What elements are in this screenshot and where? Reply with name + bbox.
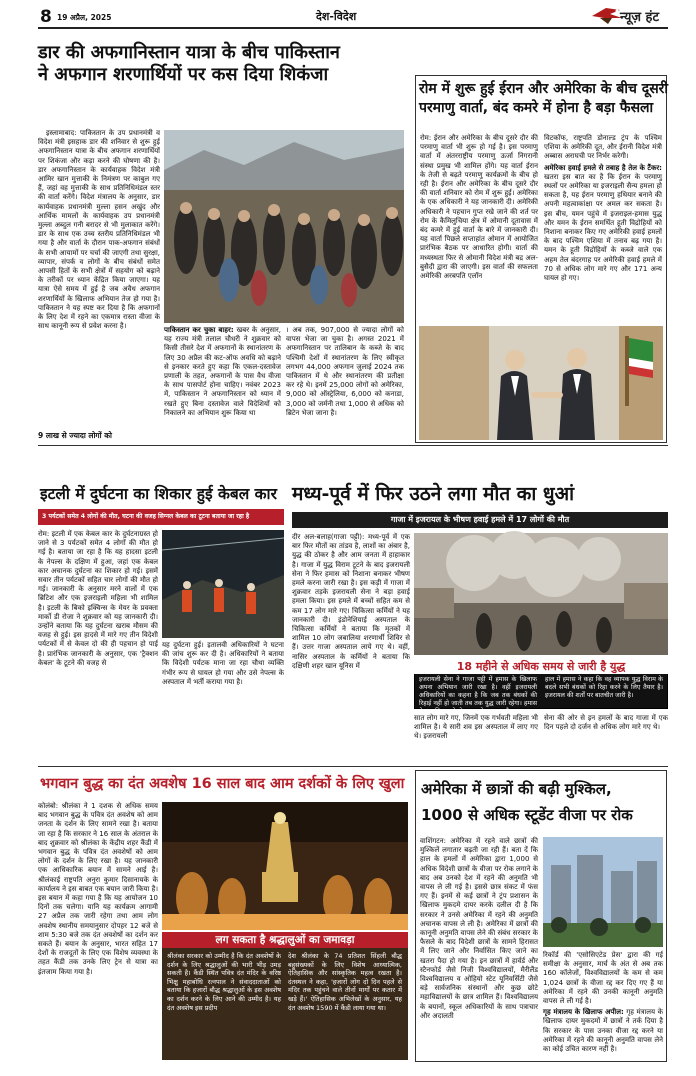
- iran-talks-photo: [419, 326, 663, 440]
- buddha-relic-photo: [162, 802, 408, 930]
- gaza-box-title: 18 महीने से अधिक समय से जारी है युद्ध: [456, 660, 626, 673]
- pak-subhead: 9 लाख से ज्यादा लोगों को: [38, 431, 112, 440]
- buddha-box-col-1: श्रीलंका सरकार को उम्मीद है कि दंत अवशेषों के दर्शन के लिए श्रद्धालुओं की भारी भीड़ उमड़ सकती है। कैंडी स्थित पवित्र दंत मंदिर के वरिष्ठ भिक्षु महाबोधि रत्नपाल ने संवाददाताओं को बताया कि हजारों बौद्ध श्रद्धालुओं के इस अवशेष का दर्शन करने के लिए आने की उम्मीद है। यह दंत अवशेष इस प्रदीप: [167, 952, 281, 1012]
- pak-headline-line-2: ने अफगान शरणार्थियों पर कस दिया शिकंजा: [38, 64, 329, 85]
- gaza-column-1: [292, 533, 410, 763]
- italy-body-2: यह दुर्घटना हुई। इतालवी अधिकारियों ने घटना की जांच शुरू कर दी है। अधिकारियों ने बताया कि विदेशी पर्यटक माना जा रहा चौथा व्यक्ति गंभीर रूप से घायल हो गया और उसे नेपल्स के अस्पताल में भर्ती कराया गया है।: [162, 641, 284, 686]
- iran-headline-line-1: रोम में शुरू हुई ईरान और अमेरिका के बीच दूसरी: [419, 81, 669, 97]
- buddha-headline: भगवान बुद्ध का दंत अवशेष 16 साल बाद आम दर्शकों के लिए खुला: [40, 776, 405, 792]
- gaza-body-2: सात लोग मारे गए, जिनमें एक गर्भवती महिला भी शामिल है। ये सारी शव इस अस्पताल में लाए गए थे। इजरायली: [414, 714, 538, 741]
- gaza-airstrike-photo: [414, 533, 668, 655]
- pak-column-3: [286, 326, 404, 441]
- pak-headline-line-1: डार की अफगानिस्तान यात्रा के बीच पाकिस्तान: [38, 42, 340, 63]
- gaza-war-box: [414, 659, 668, 715]
- gaza-body-3: सेना की ओर से इन हमलों के बाद गाजा में एक दिन पहले दो दर्जन से अधिक लोग मारे गए थे।: [544, 714, 668, 732]
- pak-column-1: [38, 129, 160, 429]
- gaza-body-1: दीर अल-बलाह(गाजा पट्टी): मध्य-पूर्व में एक बार फिर मौतों का तांडव है, लाशों का अंबार है, युद्ध की ठोकर है और आम जनता में हाहाकार है। गाजा में युद्ध विराम टूटने के बाद इजरायली सेना ने फिर हमास को निशाना बनाकर भीषण हमले करना जारी रखा है। इस कड़ी में गाजा में शुक्रवार तड़के इजरायली सेना ने बड़ा हवाई हमला किया। इस हमले में बच्चों सहित कम से कम 17 लोग मारे गए। चिकित्सा कर्मियों ने यह जानकारी दी। इंडोनेशियाई अस्पताल के चिकित्सा कर्मियों ने बताया कि मृतकों में शामिल 10 लोग जबालिया शरणार्थी शिविर से हैं। उत्तर गाजा अस्पताल लाये गए थे। वहीं, नासिर अस्पताल के कर्मियों ने बताया कि दक्षिणी शहर खान यूनिस में: [292, 533, 410, 670]
- gaza-column-2: [414, 714, 538, 760]
- italy-subhead-bar: [38, 509, 284, 525]
- italy-column-1: [38, 530, 158, 760]
- section-name: देश-विदेश: [316, 10, 357, 23]
- usa-subhead: गृह मंत्रालय के खिलाफ अपील:: [543, 1008, 624, 1017]
- iran-column-2: [544, 134, 662, 318]
- italy-body-1: रोम: इटली में एक केबल कार के दुर्घटनाग्रस्त हो जाने से 3 पर्यटकों समेत 4 लोगों की मौत हो गई है। बताया जा रहा है कि यह हादसा इटली के नेपल्स के दक्षिण में हुआ, जहां एक केबल कार अचानक दुर्घटना का शिकार हो गई। इसमें सवार तीन पर्यटकों सहित चार लोगों की मौत हो गई। जानकारी के अनुसार मरने वालों में एक ब्रिटिश और एक इजराइली महिला भी शामिल है। इटली के बिको इक्विन्स के मेयर के प्रवक्ता मार्को डी रोजा ने शुक्रवार को यह जानकारी दी। उन्होंने बताया कि यह दुर्घटना खराब मौसम की वजह से हुई। इस हादसे में मारे गए तीन विदेशी पर्यटकों में से केवल दो की ही पहचान हो पाई है। प्रारंभिक जानकारी के अनुसार, एक 'ट्रैक्शन केबल' के टूटने की वजह से: [38, 530, 158, 667]
- pak-column-2: [164, 326, 281, 441]
- iran-subhead: अमेरिका हवाई हमले से तबाह है तेल के टैंकर:: [544, 163, 662, 172]
- pak-body-1: इस्लामाबाद: पाकिस्तान के उप प्रधानमंत्री व विदेश मंत्री इसहाक डार की शनिवार से शुरू हुई अफगानिस्तान यात्रा के बीच अफगान शरणार्थियों पर शिकंजा और कड़ा करने की घोषणा की है। डार अफगानिस्तान के कार्यवाहक विदेश मंत्री आमिर खान मुत्ताकी के निमंत्रण पर काबुल गए हैं, जहां वह मुत्ताकी के साथ प्रतिनिधिमंडल स्तर की वार्ता करेंगे। विदेश मंत्रालय के अनुसार, डार कार्यवाहक प्रधानमंत्री मुल्ला हसन अखुंद और आर्थिक मामलों के कार्यवाहक उप प्रधानमंत्री मुल्ला अब्दुल गनी बरादर से भी मुलाकात करेंगे। डार के साथ एक उच्च स्तरीय प्रतिनिधिमंडल भी गया है और वार्ता के दौरान पाक-अफगान संबंधों के सभी आयामों पर चर्चा की जाएगी तथा सुरक्षा, व्यापार, संपर्क व लोगों के बीच संबंधों समेत आपसी हितों के सभी क्षेत्रों में सहयोग को बढ़ाने के तरीकों पर ध्यान केंद्रित किया जाएगा। यह यात्रा ऐसे समय में हुई है जब अवैध अफगान शरणार्थियों के खिलाफ अभियान तेज हो गया है। पाकिस्तान ने यह स्पष्ट कर दिया है कि अफगानों के लिए देश में रहने का एकमात्र रास्ता वीजा के साथ कानूनी रूप से प्रवेश करना है।: [38, 129, 160, 331]
- usa-body-2: रिकॉर्ड की 'एसोसिएटेड प्रेस' द्वारा की गई समीक्षा के अनुसार, मार्च के अंत से अब तक 160 कॉलेजों, विश्वविद्यालयों के कम से कम 1,024 छात्रों के वीजा रद्द कर दिए गए हैं या अमेरिका में रहने की उनकी कानूनी अनुमति वापस ले ली गई है।: [543, 951, 663, 1006]
- iran-story-box: [415, 75, 667, 443]
- iran-body-2: विटकॉफ, राष्ट्रपति डोनाल्ड ट्रंप के पश्चिम एशिया के अमेरिकी दूत, और ईरानी विदेश मंत्री अब्बास अराघची पर निर्भर करेगी।: [544, 134, 662, 161]
- usa-column-2: [543, 951, 663, 1057]
- buddha-box-title: लग सकता है श्रद्धालुओं का जमावड़ा: [215, 934, 355, 946]
- gaza-box-col-1: इजरायली सेना ने गाजा पट्टी में हमास के खिलाफ अपना अभियान जारी रखा है। वहीं इजरायली अधिकारियों का कहना है कि जब तक बंधकों की रिहाई नहीं हो जाती तब तक युद्ध जारी रहेगा। हमास ने युद्ध विराम तोड़ने का आरोप लगाया है।: [419, 676, 537, 715]
- italy-column-2: [162, 641, 284, 759]
- gaza-subhead: गाजा में इजरायल के भीषण हवाई हमले में 17 लोगों की मौत: [390, 515, 570, 524]
- issue-date: 19 अप्रैल, 2025: [57, 13, 112, 22]
- iran-body-3: खतरा इस बात का है कि ईरान के परमाणु स्थलों पर अमेरिका या इजराइली सैन्य हमला हो सकता है, यह ईरान परमाणु हथियार बनाने की अपनी महत्वाकांक्षा पर अमल कर सकता है। इस बीच, यमन पहुंचे में इजराइल-हमास युद्ध और यमन के ईरान समर्थित हूती विद्रोहियों को निशाना बनाकर किए गए अमेरिकी हवाई हमलों के बाद पश्चिम एशिया में तनाव बढ़ गया है। यमन के हूती विद्रोहियों के कब्जे वाले एक अहम तेल बंदरगाह पर अमेरिकी हवाई हमले में 70 से अधिक लोग मारे गए और 171 अन्य घायल हो गए।: [544, 172, 662, 283]
- pak-caption-lead: पाकिस्तान कर चुका बाहर:: [164, 326, 234, 334]
- iran-column-1: [420, 134, 538, 304]
- usa-story-box: [415, 770, 667, 1062]
- italy-subhead: 3 पर्यटकों समेत 4 लोगों की मौत, घटना की वजह सिग्नल केबल का टूटना बताया जा रहा है: [42, 513, 250, 520]
- brand-name: न्यूज़ हंट: [620, 10, 660, 25]
- pak-body-2: खबर के अनुसार, यह राज्य मंत्री तलाल चौधरी ने शुक्रवार को किसी तीसरे देश में अफगानों के स्थानांतरण के लिए 30 अप्रैल की कट-ऑफ अवधि को बढ़ाने से इनकार करते हुए कहा कि एकल-दस्तावेज प्रणाली के तहत, अफगानों के पास वैध वीजा के साथ पासपोर्ट होना चाहिए। नवंबर 2023 में, पाकिस्तान ने अफगानिस्तान को ध्यान में रखते हुए बिना दस्तावेज वाले विदेशियों को निकालने का अभियान शुरू किया था: [164, 326, 282, 417]
- iran-body-1: रोम: ईरान और अमेरिका के बीच दूसरे दौर की परमाणु वार्ता भी शुरू हो गई है। इस परमाणु वार्ता में अंतरराष्ट्रीय परमाणु ऊर्जा निगरानी संस्था प्रमुख भी शामिल होंगे। यह वार्ता ईरान के तेजी से बढ़ते परमाणु कार्यक्रमों के बीच हो रही है। ईरान और अमेरिका के बीच दूसरे दौर की वार्ता शनिवार को रोम में शुरू हुई। अमेरिका के एक अधिकारी ने यह जानकारी दी। अमेरिकी अधिकारी ने पहचान गुप्त रखे जाने की शर्त पर रोम के कैमिलुचिया क्षेत्र में ओमानी दूतावास में बंद कमरे में हुई वार्ता के बारे में जानकारी दी। यह वार्ता पिछले सप्ताहांत ओमान में आयोजित प्रारंभिक बैठक पर आधारित होगी। वार्ता की मध्यस्थता फिर से ओमानी विदेश मंत्री बद्र अल-बुसैदी द्वारा की जाएगी। इस वार्ता की सफलता अमेरिकी अरबपति एलॉन: [420, 134, 538, 281]
- usa-headline-line-2: 1000 से अधिक स्टूडेंट वीजा पर रोक: [421, 806, 633, 824]
- usa-body-3: गृह मंत्रालय के खिलाफ दायर मुकदमों में छात्रों ने तर्क दिया है कि सरकार के पास उनका वीजा रद्द करने या अमेरिका में रहने की कानूनी अनुमति वापस लेने का कोई उचित कारण नहीं है।: [543, 1008, 663, 1054]
- gaza-box-title-bar: [414, 659, 668, 674]
- buddha-box-title-bar: [162, 932, 408, 948]
- buddha-column-1: [38, 802, 158, 1060]
- brand-logo: [590, 0, 666, 30]
- gaza-headline: मध्य-पूर्व में फिर उठने लगा मौत का धुआं: [292, 483, 574, 505]
- italy-cablecar-photo: [162, 530, 284, 638]
- buddha-box-col-2: देश श्रीलंका के 74 प्रतिशत सिंहली बौद्ध बहुसंख्यकों के लिए विशेष आध्यात्मिक, ऐतिहासिक और सांस्कृतिक महत्व रखता है। दंतस्थल ने कहा, 'हजारों लोग दो दिन पहले से मंदिर तक पहुंचने वाले तीनों मार्गों पर कतार में खड़े हैं।' ऐतिहासिक अभिलेखों के अनुसार, यह दंत अवशेष 1590 में कैंडी लाया गया था।: [288, 952, 402, 1012]
- section-divider-2: [38, 766, 668, 767]
- iran-headline-line-2: परमाणु वार्ता, बंद कमरे में होना है बड़ा फैसला: [419, 100, 654, 116]
- masthead-rule: [38, 27, 668, 29]
- page-number: 8: [40, 7, 52, 27]
- usa-body-1: वाशिंगटन: अमेरिका में रहने वाले छात्रों की मुश्किलें लगातार बढ़ती जा रही हैं। बता दें कि हाल के हमलों में अमेरिका द्वारा 1,000 से अधिक विदेशी छात्रों के वीजा पर रोक लगाने के बाद अब उनको देश में रहने की अनुमति भी वापस ले ली गई है। इससे छात्र संकट में फंस गए हैं। इनमें से कई छात्रों ने ट्रंप प्रशासन के खिलाफ मुकदमे दायर करके दलील दी है कि सरकार ने उनसे अमेरिका में रहने की अनुमति अचानक वापस ले ली है। अमेरिका में छात्रों की कानूनी अनुमति वापस लेने की संबंध सरकार के फैसले के बाद विदेशी छात्रों के सामने हिरासत में लिए जाने और निर्वासित किए जाने का खतरा पैदा हो गया है। इन छात्रों में हार्वर्ड और स्टैनफोर्ड जैसे निजी विश्वविद्यालयों, मैरीलैंड विश्वविद्यालय व ओहियो स्टेट यूनिवर्सिटी जैसे बड़े सार्वजनिक संस्थानों और कुछ छोटे महाविद्यालयों के छात्र शामिल हैं। विश्वविद्यालय के बयानों, स्कूल अधिकारियों के साथ पत्राचार और अदालती: [420, 837, 538, 1020]
- buddha-body-1: कोलंबो: श्रीलंका ने 1 दशक से अधिक समय बाद भगवान बुद्ध के पवित्र दंत अवशेष को आम जनता के दर्शन के लिए सामने रखा है। बताया जा रहा है कि सरकार ने 16 साल के अंतराल के बाद शुक्रवार को श्रीलंका के केंद्रीय शहर कैंडी में भगवान बुद्ध के पवित्र दंत अवशेषों को आम लोगों के दर्शन के लिए रखा है। यह जानकारी एक आधिकारिक बयान में सामने आई है। श्रीलंकाई राष्ट्रपति अनुरा कुमार दिसानायके के कार्यालय ने इस बाबत एक बयान जारी किया है। इस बयान में कहा गया है कि यह आयोजन 10 दिनों तक चलेगा। यानि यह कार्यक्रम आगामी 27 अप्रैल तक जारी रहेगा तथा आम लोग अवशेष स्थानीय समयानुसार दोपहर 12 बजे से शाम 5:30 बजे तक दंत अवशेषों का दर्शन कर सकते हैं। बयान के अनुसार, भारत सहित 17 देशों के राजदूतों के लिए एक विशेष व्यवस्था के तहत कैंडी तक उनके लिए ट्रेन से यात्रा का इंतजाम किया गया है।: [38, 802, 158, 976]
- gaza-column-3: [544, 714, 668, 760]
- pak-body-3: । अब तक, 907,000 से ज्यादा लोगों को वापस भेजा जा चुका है। अगस्त 2021 में अफगानिस्तान पर तालिबान के कब्जे के बाद पश्चिमी देशों में स्थानांतरण के लिए स्वीकृत लगभग 44,000 अफगान जुलाई 2024 तक पाकिस्तान में थे और स्थानांतरण की प्रतीक्षा कर रहे थे। इनमें 25,000 लोगों को अमेरिका, 9,000 को ऑस्ट्रेलिया, 6,000 को कनाडा, 3,000 को जर्मनी तथा 1,000 से अधिक को ब्रिटेन भेजा जाना है।: [286, 326, 404, 417]
- gaza-box-col-2: हाल में हमास ने कहा कि वह व्यापक युद्ध विराम के बदले सभी बंधकों को रिहा करने के लिए तैयार है। इजरायल की शर्तों पर बातचीत जारी है।: [545, 676, 663, 699]
- usa-column-1: [420, 837, 538, 1057]
- pak-refugees-photo: [164, 130, 404, 323]
- buddha-crowd-box: [162, 932, 408, 1060]
- gaza-subhead-bar: [292, 512, 668, 528]
- italy-headline: इटली में दुर्घटना का शिकार हुई केबल कार: [40, 485, 277, 503]
- section-divider-1: [38, 445, 668, 446]
- usa-campus-photo: [543, 837, 663, 947]
- usa-headline-line-1: अमेरिका में छात्रों की बढ़ी मुश्किल,: [421, 780, 612, 798]
- masthead: [0, 0, 696, 30]
